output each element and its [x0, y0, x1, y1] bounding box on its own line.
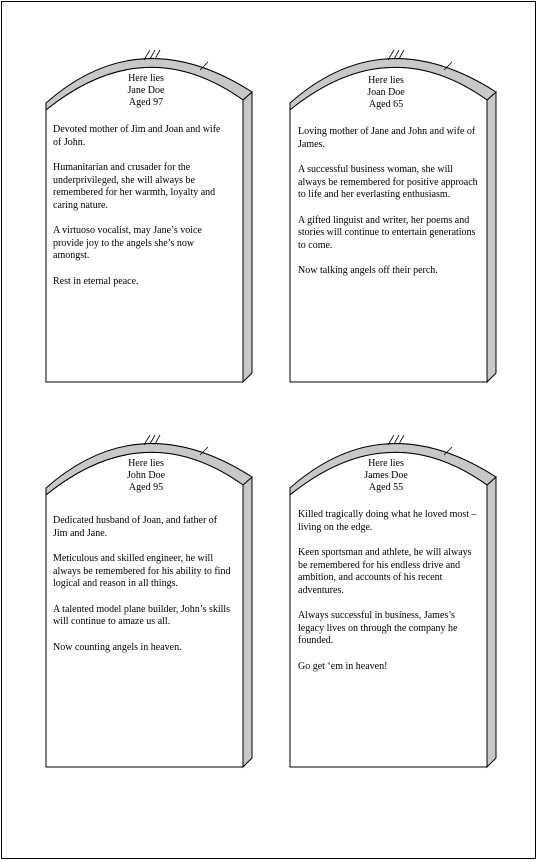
epitaph-intro: Here lies	[128, 458, 164, 469]
epitaph-paragraph: Humanitarian and crusader for the underprivileged, she will always be remembered for her warmth, loyalty and caring nature.	[53, 162, 216, 211]
epitaph-header	[320, 458, 452, 494]
epitaph-paragraph: Killed tragically doing what he loved most – living on the edge.	[298, 509, 477, 533]
epitaph-paragraph: Meticulous and skilled engineer, he will always be remembered for his ability to find logical and reason in all things.	[53, 553, 231, 589]
epitaph-header	[80, 458, 212, 494]
epitaph-paragraph: Go get ‘em in heaven!	[298, 660, 388, 672]
epitaph-text	[298, 509, 478, 686]
epitaph-intro: Here lies	[368, 75, 404, 86]
epitaph-text	[53, 515, 233, 667]
tombstone-jane-doe	[40, 40, 290, 400]
epitaph-age: Aged 95	[128, 482, 164, 493]
epitaph-intro: Here lies	[368, 458, 404, 469]
epitaph-paragraph: Rest in eternal peace.	[53, 275, 139, 287]
epitaph-header	[80, 73, 212, 109]
epitaph-age: Aged 97	[128, 97, 164, 108]
epitaph-paragraph: Now counting angels in heaven.	[53, 641, 182, 653]
epitaph-paragraph: Dedicated husband of Joan, and father of Jim and Jane.	[53, 515, 218, 539]
epitaph-paragraph: Devoted mother of Jim and Joan and wife of John.	[53, 124, 221, 148]
epitaph-paragraph: A gifted linguist and writer, her poems and stories will continue to entertain generations to come.	[298, 214, 476, 251]
tombstone-joan-doe	[284, 40, 534, 400]
epitaph-name: James Doe	[364, 470, 408, 481]
epitaph-name: John Doe	[126, 470, 166, 481]
epitaph-intro: Here lies	[128, 73, 164, 84]
epitaph-paragraph: Now talking angels off their perch.	[298, 265, 438, 276]
epitaph-header	[320, 75, 452, 111]
epitaph-name: Jane Doe	[127, 85, 165, 96]
epitaph-paragraph: A virtuoso vocalist, may Jane’s voice provide joy to the angels she’s now amongst.	[53, 225, 202, 261]
epitaph-paragraph: A talented model plane builder, John’s skills will continue to amaze us all.	[53, 603, 231, 627]
epitaph-age: Aged 65	[368, 99, 404, 110]
epitaph-paragraph: Loving mother of Jane and John and wife of James.	[298, 126, 476, 150]
epitaph-paragraph: A successful business woman, she will always be remembered for positive approach to life and her everlasting enthusiasm.	[298, 164, 478, 200]
epitaph-text	[53, 124, 228, 301]
tombstone-james-doe	[284, 425, 534, 785]
epitaph-name: Joan Doe	[367, 87, 405, 98]
epitaph-age: Aged 55	[368, 482, 404, 493]
epitaph-paragraph: Keen sportsman and athlete, he will always be remembered for his endless drive and ambition, and accounts of his recent adventures.	[298, 547, 472, 596]
epitaph-paragraph: Always successful in business, James’s legacy lives on through the company he founded.	[298, 610, 458, 646]
epitaph-text	[298, 126, 478, 291]
tombstone-john-doe	[40, 425, 290, 785]
